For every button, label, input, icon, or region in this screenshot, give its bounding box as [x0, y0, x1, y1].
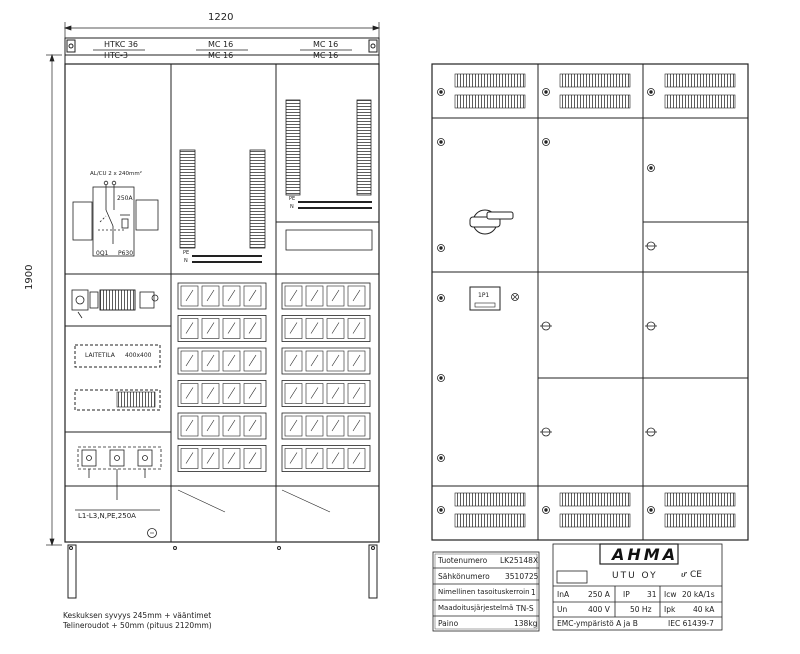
device-area-size: 400x400	[125, 352, 152, 359]
mcb-breaker	[181, 384, 198, 404]
screw-icon	[648, 165, 655, 172]
switch-rating: 250A	[117, 195, 133, 202]
cable-duct-3	[286, 100, 300, 195]
vent-grille	[455, 95, 525, 108]
company-name: UTU OY	[612, 571, 658, 581]
rating-ip-value: 31	[647, 590, 657, 599]
busbar-terminals	[78, 447, 161, 500]
pe-label-2: PE	[289, 196, 296, 202]
busbar-label: L1-L3,N,PE,250A	[78, 512, 136, 520]
width-dimension	[65, 22, 379, 38]
rating-freq-value: 50 Hz	[630, 605, 652, 614]
nameplate-label-2: Nimellinen tasoituskerroin	[438, 588, 530, 596]
mcb-breaker	[181, 319, 198, 339]
cable-duct-4	[357, 100, 371, 195]
mcb-breaker	[348, 449, 365, 469]
nameplate-value-4: 138kg	[514, 619, 538, 628]
mcb-row	[282, 316, 370, 342]
leg-left	[68, 545, 76, 598]
screw-icon	[648, 89, 655, 96]
rating-icw-value: 20 kA/1s	[682, 590, 715, 599]
screw-icon	[543, 139, 550, 146]
screw-icon	[648, 507, 655, 514]
switch-type: P630	[118, 250, 134, 257]
vent-grille	[455, 493, 525, 506]
mcb-breaker	[285, 449, 302, 469]
vent-grille	[560, 514, 630, 527]
nameplate-value-2: 1	[531, 588, 536, 597]
mcb-row	[178, 446, 266, 472]
ce-mark-icon: ሆ CE	[681, 570, 702, 580]
switch-id: 0Q1	[96, 250, 109, 257]
mcb-breaker	[327, 319, 344, 339]
mcb-row	[178, 381, 266, 407]
door-vents	[455, 74, 735, 527]
mcb-breaker	[223, 351, 240, 371]
screw-icon	[438, 139, 445, 146]
nameplate-value-1: 3510725	[505, 572, 539, 581]
height-label: 1900	[24, 264, 35, 290]
width-label: 1220	[208, 12, 234, 23]
mcb-breaker	[223, 286, 240, 306]
mcb-breaker	[244, 449, 261, 469]
mcb-breaker	[348, 384, 365, 404]
mcb-breaker	[348, 351, 365, 371]
cable-duct-2	[250, 150, 265, 248]
mcb-breaker	[285, 319, 302, 339]
mcb-breaker	[348, 286, 365, 306]
col1-header-top: HTKC 36	[104, 40, 139, 49]
mcb-breaker	[202, 449, 219, 469]
mcb-row	[282, 413, 370, 439]
nameplate-label-0: Tuotenumero	[438, 556, 488, 565]
mcb-breaker	[223, 384, 240, 404]
vent-grille	[665, 514, 735, 527]
mcb-breaker	[244, 319, 261, 339]
mcb-breaker	[285, 286, 302, 306]
mcb-breaker	[223, 449, 240, 469]
mcb-breaker	[244, 416, 261, 436]
col1-header-bottom: HTC-3	[104, 51, 128, 60]
mcb-row	[282, 446, 370, 472]
mcb-breaker	[306, 416, 323, 436]
mcb-breaker	[202, 384, 219, 404]
mcb-breaker	[306, 319, 323, 339]
mcb-breaker	[223, 416, 240, 436]
mcb-breaker	[285, 416, 302, 436]
height-dimension	[46, 55, 62, 545]
mcb-row	[178, 413, 266, 439]
mcb-row	[282, 283, 370, 309]
mcb-breaker	[202, 416, 219, 436]
mcb-breaker	[223, 319, 240, 339]
rating-ip-label: IP	[623, 590, 630, 599]
door-lock-icon	[645, 322, 657, 330]
vent-grille	[560, 95, 630, 108]
screw-icon	[543, 89, 550, 96]
nameplate-value-3: TN-S	[516, 604, 534, 613]
mcb-breaker	[327, 449, 344, 469]
screw-icon	[438, 245, 445, 252]
vent-grille	[665, 493, 735, 506]
cable-label: AL/CU 2 x 240mm²	[90, 171, 142, 177]
door-lock-icon	[645, 428, 657, 436]
vent-grille	[665, 74, 735, 87]
rating-ipk-label: Ipk	[664, 605, 676, 614]
mcb-row	[282, 381, 370, 407]
standard-text: IEC 61439-7	[668, 619, 714, 628]
main-switch-schematic	[73, 181, 158, 256]
meter-terminal-row	[72, 290, 158, 318]
mcb-breaker	[348, 319, 365, 339]
emc-text: EMC-ympäristö A ja B	[557, 619, 638, 628]
mcb-breaker	[202, 286, 219, 306]
screw-icon	[438, 89, 445, 96]
col3-header-top: MC 16	[313, 40, 339, 49]
mcb-breaker	[285, 351, 302, 371]
mcb-breaker	[181, 449, 198, 469]
vent-grille	[455, 514, 525, 527]
mcb-breaker	[306, 384, 323, 404]
nameplate-value-0: LK25148X	[500, 556, 539, 565]
mcb-breaker	[181, 286, 198, 306]
mcb-breaker	[244, 286, 261, 306]
n-label-2: N	[290, 204, 294, 210]
mcb-breaker	[327, 384, 344, 404]
screw-icon	[438, 455, 445, 462]
mcb-breaker	[202, 351, 219, 371]
mcb-row	[282, 348, 370, 374]
pe-label-1: PE	[183, 250, 190, 256]
mcb-breaker	[202, 319, 219, 339]
door-lock-icon	[645, 242, 657, 250]
screw-icon	[438, 507, 445, 514]
n-label-1: N	[184, 258, 188, 264]
rating-un-label: Un	[557, 605, 568, 614]
screw-icon	[438, 375, 445, 382]
col2-header-top: MC 16	[208, 40, 234, 49]
mcb-breaker	[327, 286, 344, 306]
door-view	[432, 64, 748, 540]
screw-icon	[438, 295, 445, 302]
mcb-breaker	[181, 416, 198, 436]
col3-header-bottom: MC 16	[313, 51, 339, 60]
mcb-breaker	[285, 384, 302, 404]
vent-grille	[560, 74, 630, 87]
leg-right	[369, 545, 377, 598]
mcb-breaker	[244, 351, 261, 371]
rating-un-value: 400 V	[588, 605, 610, 614]
mcb-row	[178, 283, 266, 309]
mcb-groups	[178, 283, 370, 472]
rating-ina-label: InA	[557, 590, 570, 599]
nameplate-label-3: Maadoitusjärjestelmä	[438, 604, 514, 612]
nameplate-label-1: Sähkönumero	[438, 572, 490, 581]
col2-header-bottom: MC 16	[208, 51, 234, 60]
brand-logo: AHMA	[612, 545, 679, 564]
vent-grille	[455, 74, 525, 87]
nameplate-label-4: Paino	[438, 619, 459, 628]
mcb-breaker	[244, 384, 261, 404]
door-lock-icon	[540, 428, 552, 436]
main-switch-handle	[470, 210, 513, 234]
cable-duct-1	[180, 150, 195, 248]
mcb-breaker	[181, 351, 198, 371]
rating-ina-value: 250 A	[588, 590, 610, 599]
mcb-row	[178, 316, 266, 342]
device-area-label: LAITETILA	[85, 352, 115, 359]
rating-ipk-value: 40 kA	[693, 605, 715, 614]
mcb-breaker	[327, 351, 344, 371]
indicator-label: 1P1	[478, 292, 490, 299]
door-frame	[432, 64, 748, 540]
rating-icw-label: Icw	[664, 590, 677, 599]
mcb-breaker	[348, 416, 365, 436]
mcb-breaker	[306, 351, 323, 371]
mcb-breaker	[306, 286, 323, 306]
mcb-breaker	[327, 416, 344, 436]
mcb-row	[178, 348, 266, 374]
vent-grille	[665, 95, 735, 108]
mcb-breaker	[306, 449, 323, 469]
terminal-strip	[286, 230, 372, 250]
vent-grille	[560, 493, 630, 506]
note-line-1: Keskuksen syvyys 245mm + vääntimet	[63, 611, 212, 620]
door-lock-icon	[540, 322, 552, 330]
note-line-2: Telineroudot + 50mm (pituus 2120mm)	[63, 621, 212, 630]
screw-icon	[543, 507, 550, 514]
